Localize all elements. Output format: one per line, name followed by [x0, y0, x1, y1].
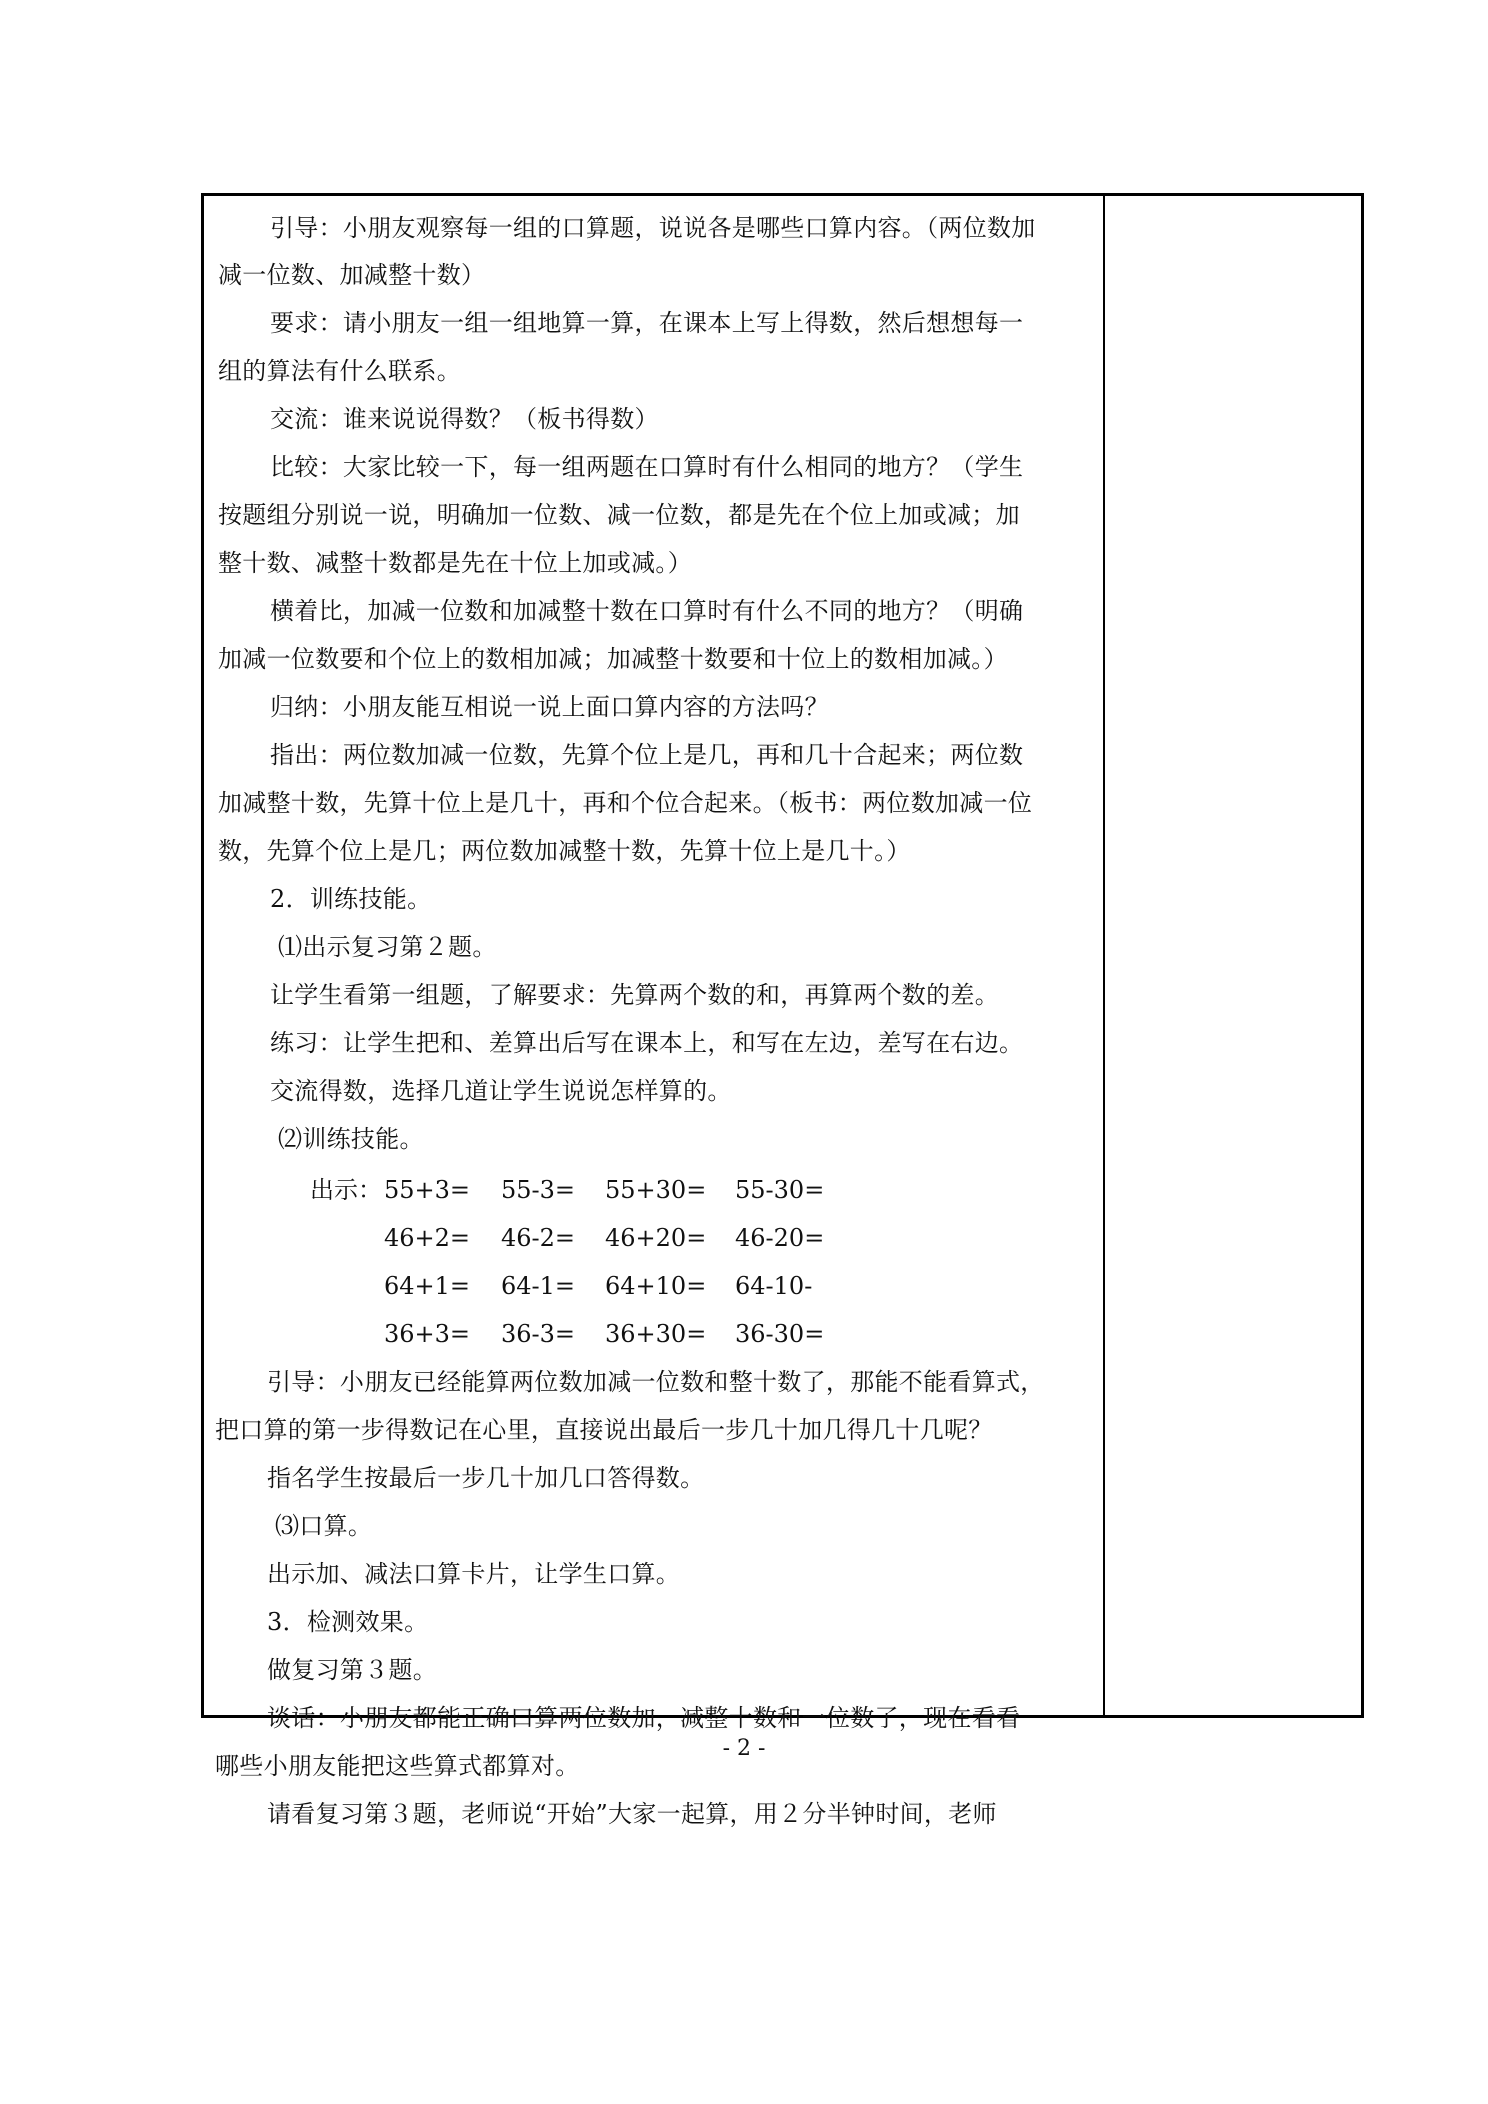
text-line: 做复习第３题。	[267, 1656, 438, 1684]
text-line: 让学生看第一组题，了解要求：先算两个数的和，再算两个数的差。	[270, 981, 999, 1009]
text-line: 加减一位数要和个位上的数相加减；加减整十数要和十位上的数相加减。）	[218, 645, 1008, 673]
page-number: - 2 -	[722, 1736, 766, 1761]
text-line: 归纳：小朋友能互相说一说上面口算内容的方法吗？	[270, 693, 829, 721]
text-line: 谈话：小朋友都能正确口算两位数加，减整十数和一位数了，现在看看	[267, 1704, 1021, 1732]
text-line: 引导：小朋友观察每一组的口算题，说说各是哪些口算内容。（两位数加	[270, 214, 1036, 242]
text-line: 出示加、减法口算卡片，让学生口算。	[267, 1560, 681, 1588]
text-line: 比较：大家比较一下，每一组两题在口算时有什么相同的地方？（学生	[270, 453, 1024, 481]
equation: 36+3=	[384, 1320, 471, 1348]
text-line: 哪些小朋友能把这些算式都算对。	[215, 1752, 580, 1780]
lesson-table	[201, 193, 1364, 1718]
equation: 46-2=	[501, 1224, 576, 1252]
equation: 46-20=	[735, 1224, 825, 1252]
equation: 36-30=	[735, 1320, 825, 1348]
text-line: ⑴出示复习第２题。	[278, 933, 497, 961]
equation: 55+3=	[384, 1176, 471, 1204]
equation: 55-3=	[501, 1176, 576, 1204]
column-divider	[1103, 196, 1105, 1715]
text-line: ⑵训练技能。	[278, 1125, 424, 1153]
text-line: ⑶口算。	[275, 1512, 373, 1540]
text-line: 2．训练技能。	[270, 885, 432, 913]
equation: 64-10-	[735, 1272, 813, 1300]
equation: 46+20=	[605, 1224, 707, 1252]
text-line: 练习：让学生把和、差算出后写在课本上，和写在左边，差写在右边。	[270, 1029, 1024, 1057]
text-line: 请看复习第３题，老师说“开始”大家一起算，用２分半钟时间，老师	[267, 1800, 997, 1828]
text-line: 把口算的第一步得数记在心里，直接说出最后一步几十加几得几十几呢？	[215, 1416, 993, 1444]
equation: 55+30=	[605, 1176, 707, 1204]
text-line: 要求：请小朋友一组一组地算一算，在课本上写上得数，然后想想每一	[270, 309, 1024, 337]
text-line: 组的算法有什么联系。	[218, 357, 461, 385]
equation: 55-30=	[735, 1176, 825, 1204]
equation-label: 出示：	[310, 1176, 382, 1204]
lesson-content-cell	[204, 196, 1103, 1715]
text-line: 交流：谁来说说得数？（板书得数）	[270, 405, 659, 433]
equation: 46+2=	[384, 1224, 471, 1252]
text-line: 交流得数，选择几道让学生说说怎样算的。	[270, 1077, 732, 1105]
equation: 36+30=	[605, 1320, 707, 1348]
text-line: 整十数、减整十数都是先在十位上加或减。）	[218, 549, 692, 577]
text-line: 减一位数、加减整十数）	[218, 261, 486, 289]
text-line: 3．检测效果。	[267, 1608, 429, 1636]
equation: 36-3=	[501, 1320, 576, 1348]
text-line: 指出：两位数加减一位数，先算个位上是几，再和几十合起来；两位数	[270, 741, 1024, 769]
equation: 64+10=	[605, 1272, 707, 1300]
text-line: 按题组分别说一说，明确加一位数、减一位数，都是先在个位上加或减；加	[218, 501, 1020, 529]
equation: 64-1=	[501, 1272, 576, 1300]
equation: 64+1=	[384, 1272, 471, 1300]
text-line: 数，先算个位上是几；两位数加减整十数，先算十位上是几十。）	[218, 837, 911, 865]
text-line: 加减整十数，先算十位上是几十，再和个位合起来。（板书：两位数加减一位	[218, 789, 1033, 817]
text-line: 横着比，加减一位数和加减整十数在口算时有什么不同的地方？（明确	[270, 597, 1024, 625]
text-line: 指名学生按最后一步几十加几口答得数。	[267, 1464, 705, 1492]
text-line: 引导：小朋友已经能算两位数加减一位数和整十数了，那能不能看算式，	[267, 1368, 1045, 1396]
